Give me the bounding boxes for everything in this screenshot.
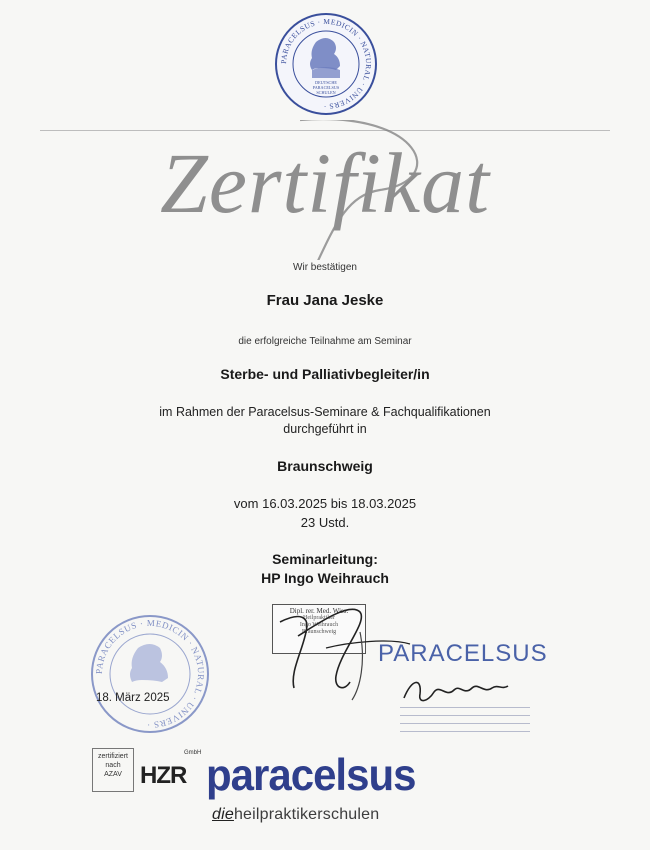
seal-inner-text-3: SCHULEN (316, 90, 336, 95)
seminar-city: Braunschweig (277, 458, 373, 474)
stamp-line-1: Dipl. rer. Med. Wiss. (289, 607, 349, 615)
seminar-lead (0, 550, 650, 588)
left-seal-ring-text: PARACELSUS · MEDICIN · NATURAL · UNIVERS · (93, 617, 207, 731)
azav-line-2: nach (105, 762, 121, 769)
seminar-lead-name: HP Ingo Weihrauch (261, 570, 389, 586)
seminar-title: Sterbe- und Palliativbegleiter/in (220, 366, 430, 382)
stamp-line-2: Heilpraktiker (303, 615, 335, 621)
stamp-brand: PARACELSUS (378, 640, 548, 667)
context-line-1: im Rahmen der Paracelsus-Seminare & Fachqualifikationen (159, 405, 491, 419)
participant-name: Frau Jana Jeske (266, 292, 384, 309)
date-range: vom 16.03.2025 bis 18.03.2025 (233, 496, 417, 511)
confirm-text: Wir bestätigen (293, 262, 357, 273)
stamp-line-4: Braunschweig (301, 629, 337, 635)
brand-sub-die: die (212, 806, 234, 823)
success-text: die erfolgreiche Teilnahme am Seminar (238, 336, 412, 347)
context-line-2: durchgeführt in (283, 422, 367, 436)
stamp-line-3: Ingo Weihrauch (299, 622, 339, 628)
azav-line-3: AZAV (104, 771, 122, 778)
issue-date: 18. März 2025 (96, 692, 170, 704)
context-text (0, 404, 650, 438)
azav-certification-logo (92, 748, 202, 792)
brand-sub-rest: heilpraktikerschulen (233, 806, 380, 823)
hzr-logo-text: HZR (140, 762, 187, 789)
azav-line-1: zertifiziert (98, 753, 128, 760)
teaching-hours: 23 Ustd. (300, 515, 350, 530)
azav-box (92, 748, 134, 792)
stamp-signature (398, 668, 518, 712)
paracelsus-seal-left (88, 612, 212, 736)
seminar-dates (0, 494, 650, 532)
paracelsus-seal-top (274, 12, 378, 116)
title-text: Zertifikat (159, 135, 491, 231)
paracelsus-brand-subtitle (212, 806, 379, 824)
seal-inner-text-2: PARACELSUS (312, 85, 340, 90)
seminar-lead-label: Seminarleitung: (272, 551, 378, 567)
paracelsus-brand-logo: paracelsus (206, 749, 416, 800)
seal-inner-text-1: DEUTSCHE (315, 80, 337, 85)
seal-ring-text: PARACELSUS · MEDICIN · NATURAL · UNIVERS · (278, 16, 374, 112)
certificate-title (0, 120, 650, 260)
hzr-gmbh: GmbH (184, 750, 202, 756)
